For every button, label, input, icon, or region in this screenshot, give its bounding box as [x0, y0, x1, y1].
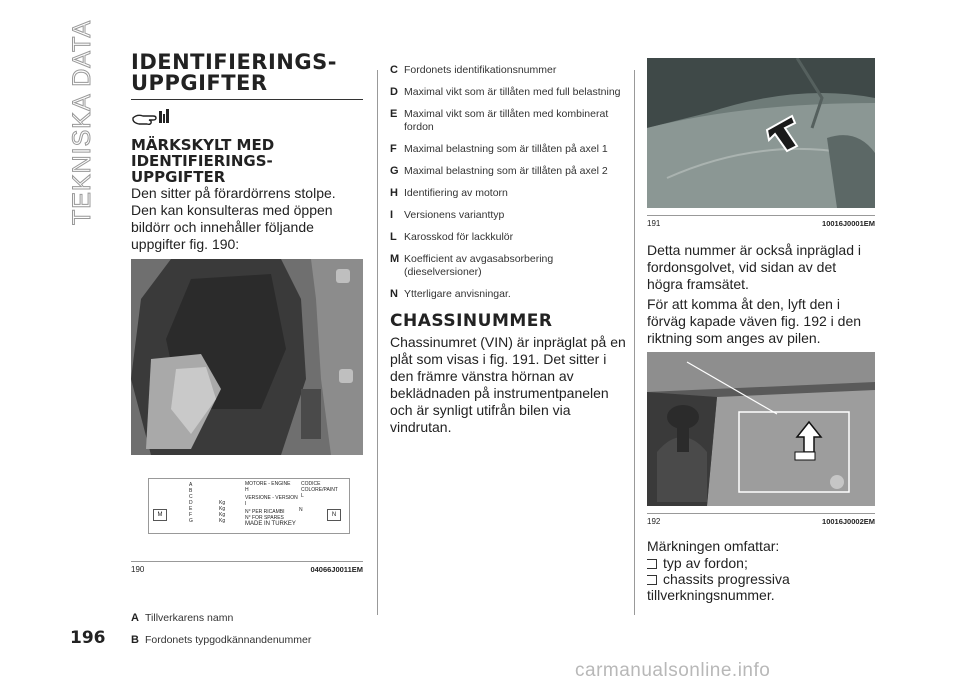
plate-version-value: I [245, 501, 247, 507]
chassis-heading: CHASSINUMMER [390, 311, 553, 331]
plate-letter: F [189, 512, 193, 518]
legend-letter: B [131, 634, 139, 646]
bullet-marker-icon [647, 559, 657, 569]
legend-item [390, 288, 626, 301]
watermark: carmanualsonline.info [575, 660, 771, 681]
identification-plate [148, 478, 350, 534]
legend-letter: H [390, 187, 398, 199]
plate-paint-value: L [301, 493, 304, 499]
figure-190-code: 04066J0011EM [310, 565, 363, 574]
plate-kg: Kg [219, 512, 226, 518]
legend-list-1 [131, 612, 363, 647]
plate-kg: Kg [219, 506, 226, 512]
legend-list-2 [390, 64, 626, 301]
plate-letter: C [189, 494, 193, 500]
legend-text: Maximal belastning som är tillåten på axel 2 [404, 165, 608, 177]
legend-letter: A [131, 612, 139, 624]
legend-text: Maximal vikt som är tillåten med kombinerat fordon [404, 108, 609, 133]
legend-letter: F [390, 143, 397, 155]
subtitle-line-3: UPPGIFTER [131, 168, 226, 186]
page-title-line-1: IDENTIFIERINGS- [131, 50, 337, 74]
subtitle-line-2: IDENTIFIERINGS- [131, 152, 273, 170]
plate-n-letter: N [299, 507, 303, 513]
legend-text: Maximal belastning som är tillåten på axel 1 [404, 143, 608, 155]
plate-kg: Kg [219, 500, 226, 506]
plate-n-box: N [327, 509, 341, 521]
legend-text: Versionens varianttyp [404, 209, 505, 221]
plate-letter: B [189, 488, 193, 494]
page-number: 196 [70, 628, 106, 648]
figure-190-photo [131, 259, 363, 460]
bullet-text: chassits progressiva [663, 571, 790, 587]
legend-text: Maximal vikt som är tillåten med full belastning [404, 86, 621, 98]
chassis-paragraph: Chassinumret (VIN) är inpräglat på en plåt som visas i fig. 191. Det sitter i den främre vänstra hörnan av beklädnaden på instrumentpanelen och är synligt utifrån bilen via vindrutan. [390, 334, 626, 435]
column-3 [647, 58, 875, 604]
plate-letter: A [189, 482, 193, 488]
subtitle-line-1: MÄRKSKYLT MED [131, 136, 275, 154]
legend-text: Fordonets identifikationsnummer [404, 64, 557, 76]
col3-paragraph-1: Detta nummer är också inpräglad i fordonsgolvet, vid sidan av det högra framsätet. [647, 242, 861, 292]
plate-kg: Kg [219, 518, 226, 524]
plate-paint-block [301, 481, 349, 499]
column-divider [377, 70, 378, 615]
col3-paragraph-2: För att komma åt den, lyft den i förväg kapade väven fig. 192 i den riktning som anges av pilen. [647, 296, 862, 346]
legend-text: Karosskod för lackkulör [404, 231, 514, 243]
plate-letter: G [189, 518, 193, 524]
legend-letter: C [390, 64, 398, 76]
figure-191-photo [647, 58, 875, 213]
legend-item [390, 108, 626, 134]
plate-engine-value: H [245, 487, 249, 493]
legend-item [390, 86, 626, 99]
legend-letter: M [390, 253, 400, 265]
intro-paragraph: Den sitter på förardörrens stolpe. Den kan konsulteras med öppen bildörr och innehåller följande uppgifter fig. 190: [131, 185, 336, 252]
legend-letter: N [390, 288, 398, 300]
column-2 [390, 64, 626, 436]
figure-192-photo [647, 352, 875, 511]
column-divider [634, 70, 635, 615]
figure-191-caption [647, 215, 875, 228]
legend-letter: D [390, 86, 398, 98]
legend-item [390, 231, 626, 244]
figure-190-number: 190 [131, 565, 145, 574]
legend-item [131, 634, 363, 647]
legend-letter: I [390, 209, 394, 221]
legend-item [390, 143, 626, 156]
legend-item [390, 253, 626, 279]
figure-190-caption [131, 561, 363, 574]
marking-intro: Märkningen omfattar: [647, 538, 780, 554]
section-side-tab-label: TEKNISKA DATA [68, 19, 96, 225]
plate-version-label: VERSIONE - VERSION [245, 495, 298, 501]
plate-spares-label: N° PER RICAMBI [245, 509, 285, 515]
figure-192-number: 192 [647, 517, 661, 526]
legend-text: Fordonets typgodkännandenummer [145, 634, 312, 646]
page-title-line-2: UPPGIFTER [131, 71, 268, 95]
legend-item [390, 187, 626, 200]
legend-item [131, 612, 363, 625]
bullet-continuation: tillverkningsnummer. [647, 587, 775, 603]
plate-engine-block [245, 481, 298, 527]
legend-item [390, 165, 626, 178]
plate-letter: D [189, 500, 193, 506]
figure-191-number: 191 [647, 219, 661, 228]
title-rule [131, 99, 363, 100]
plate-made-in: MADE IN TURKEY [245, 521, 296, 527]
bullet-item [647, 571, 875, 587]
legend-letter: L [390, 231, 397, 243]
legend-text: Koefficient av avgasabsorbering (dieselversioner) [404, 253, 554, 278]
legend-item [390, 209, 626, 222]
plate-m-box: M [153, 509, 167, 521]
plate-letters [189, 482, 193, 524]
section-side-tab [56, 19, 106, 225]
bullet-item [647, 555, 875, 571]
legend-text: Ytterligare anvisningar. [404, 288, 511, 300]
bullet-text: typ av fordon; [663, 555, 748, 571]
legend-item [390, 64, 626, 77]
plate-engine-label: MOTORE - ENGINE [245, 481, 291, 487]
legend-text: Identifiering av motorn [404, 187, 508, 199]
plate-spares-label-en: N° FOR SPARES [245, 515, 284, 521]
legend-letter: E [390, 108, 398, 120]
plate-letter: E [189, 506, 193, 512]
plate-kg-column [219, 500, 225, 524]
plate-paint-label: CODICE COLORE/PAINT [301, 481, 338, 493]
figure-192-caption [647, 513, 875, 526]
legend-text: Tillverkarens namn [145, 612, 234, 624]
figure-192-code: 10016J0002EM [822, 517, 875, 526]
hand-pointer-icon [131, 108, 363, 131]
column-1 [131, 52, 363, 656]
figure-191-code: 10016J0001EM [822, 219, 875, 228]
legend-letter: G [390, 165, 399, 177]
bullet-marker-icon [647, 575, 657, 585]
